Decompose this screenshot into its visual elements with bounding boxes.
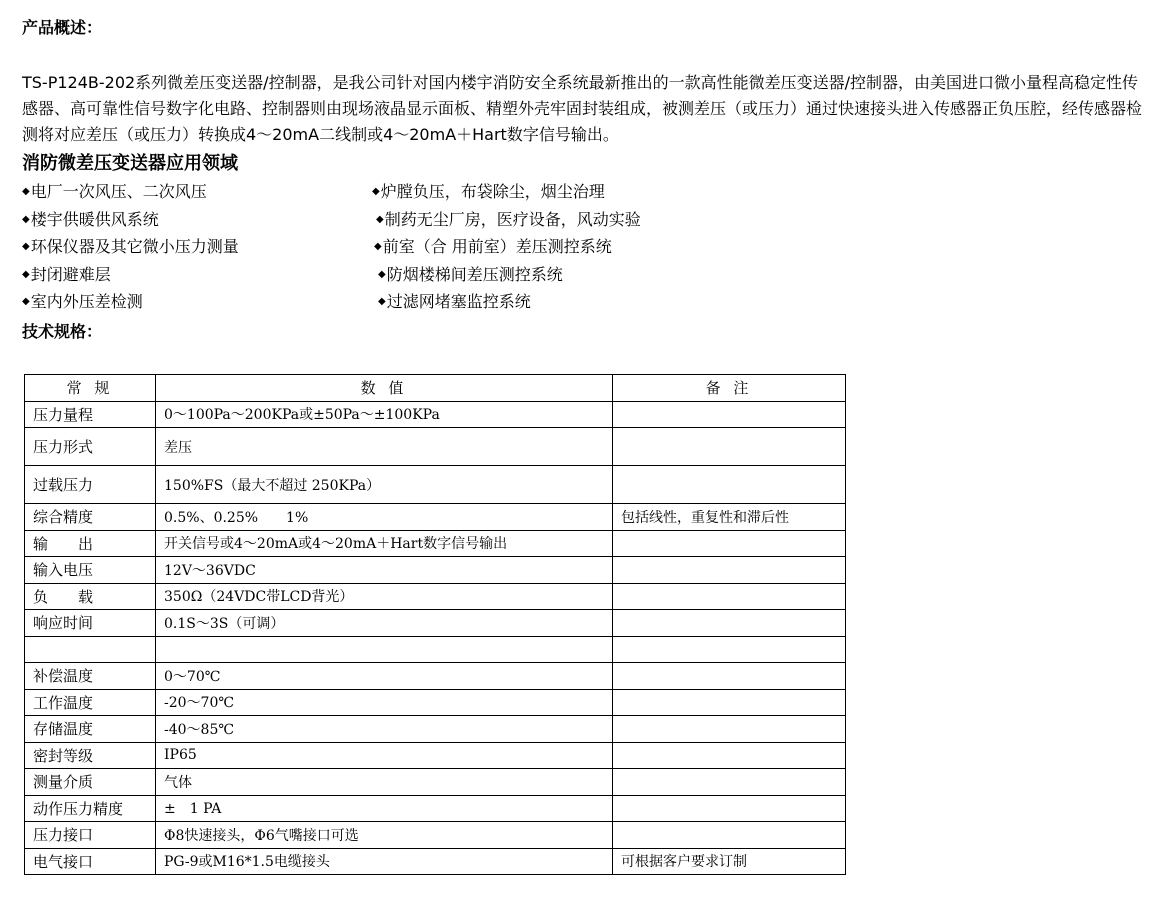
application-right: 制药无尘厂房，医疗设备，风动实验 bbox=[384, 209, 641, 229]
spec-value-cell: 差压 bbox=[156, 428, 613, 466]
list-item bbox=[22, 263, 742, 291]
diamond-bullet-icon: ◆ bbox=[374, 241, 382, 252]
table-row bbox=[25, 401, 846, 428]
diamond-bullet-icon: ◆ bbox=[372, 186, 380, 197]
application-left: 楼宇供暖供风系统 bbox=[30, 209, 159, 229]
spec-label-cell: 密封等级 bbox=[25, 742, 156, 769]
diamond-bullet-icon: ◆ bbox=[376, 213, 384, 225]
spec-note-cell bbox=[613, 769, 846, 796]
spec-label-cell: 过载压力 bbox=[25, 466, 156, 504]
spec-value-cell: 0～70℃ bbox=[156, 663, 613, 690]
table-row bbox=[25, 504, 846, 531]
table-row bbox=[25, 557, 846, 584]
specs-heading: 技术规格： bbox=[22, 322, 103, 341]
spec-note-cell: 可根据客户要求订制 bbox=[613, 848, 846, 875]
table-row bbox=[25, 466, 846, 504]
spec-value-cell: ± 1 PA bbox=[156, 795, 613, 822]
spec-label-cell: 输入电压 bbox=[25, 557, 156, 584]
spec-label-cell: 动作压力精度 bbox=[25, 795, 156, 822]
spec-value-cell: -20～70℃ bbox=[156, 689, 613, 716]
diamond-bullet-icon: ◆ bbox=[22, 296, 30, 307]
application-left: 室内外压差检测 bbox=[30, 292, 143, 311]
table-header-row bbox=[25, 375, 846, 402]
spec-label-cell: 输 出 bbox=[25, 530, 156, 557]
table-row bbox=[25, 716, 846, 743]
application-right: 过滤网堵塞监控系统 bbox=[386, 292, 531, 311]
application-left: 封闭避难层 bbox=[30, 264, 111, 284]
spec-label-cell: 压力量程 bbox=[25, 401, 156, 428]
spec-note-cell bbox=[613, 428, 846, 466]
spec-label-cell: 响应时间 bbox=[25, 610, 156, 637]
list-item bbox=[22, 235, 742, 263]
spec-label-cell: 测量介质 bbox=[25, 769, 156, 796]
spec-note-cell bbox=[613, 742, 846, 769]
application-right: 防烟楼梯间差压测控系统 bbox=[386, 264, 563, 284]
spec-value-cell: Φ8快速接头，Φ6气嘴接口可选 bbox=[156, 822, 613, 849]
spec-label-cell: 综合精度 bbox=[25, 504, 156, 531]
spec-note-cell bbox=[613, 610, 846, 637]
spec-label-cell: 电气接口 bbox=[25, 848, 156, 875]
table-row bbox=[25, 848, 846, 875]
spec-label-cell: 存储温度 bbox=[25, 716, 156, 743]
spec-note-cell bbox=[613, 663, 846, 690]
spec-note-cell bbox=[613, 795, 846, 822]
column-header: 常 规 bbox=[25, 375, 156, 402]
spec-note-cell bbox=[613, 636, 846, 663]
table-row bbox=[25, 663, 846, 690]
column-header: 备 注 bbox=[613, 375, 846, 402]
spec-note-cell bbox=[613, 466, 846, 504]
table-row bbox=[25, 610, 846, 637]
diamond-bullet-icon: ◆ bbox=[378, 268, 386, 280]
spec-value-cell: PG-9或M16*1.5电缆接头 bbox=[156, 848, 613, 875]
application-right: 前室（合 用前室）差压测控系统 bbox=[382, 237, 612, 256]
spec-table-body bbox=[25, 401, 846, 875]
spec-note-cell bbox=[613, 401, 846, 428]
spec-value-cell: 气体 bbox=[156, 769, 613, 796]
spec-note-cell bbox=[613, 583, 846, 610]
list-item bbox=[22, 208, 742, 236]
table-row bbox=[25, 769, 846, 796]
diamond-bullet-icon: ◆ bbox=[378, 296, 386, 307]
overview-heading: 产品概述： bbox=[22, 18, 103, 37]
table-row bbox=[25, 530, 846, 557]
applications-heading: 消防微差压变送器应用领域 bbox=[22, 153, 238, 174]
table-row bbox=[25, 428, 846, 466]
diamond-bullet-icon: ◆ bbox=[22, 241, 30, 252]
table-row bbox=[25, 822, 846, 849]
spec-note-cell bbox=[613, 689, 846, 716]
spec-note-cell bbox=[613, 530, 846, 557]
spec-value-cell: 0.1S～3S（可调） bbox=[156, 610, 613, 637]
table-row bbox=[25, 795, 846, 822]
table-row bbox=[25, 742, 846, 769]
spec-value-cell: 350Ω（24VDC带LCD背光） bbox=[156, 583, 613, 610]
spec-label-cell: 补偿温度 bbox=[25, 663, 156, 690]
spec-value-cell: 开关信号或4～20mA或4～20mA＋Hart数字信号输出 bbox=[156, 530, 613, 557]
spec-label-cell: 压力接口 bbox=[25, 822, 156, 849]
spec-value-cell: IP65 bbox=[156, 742, 613, 769]
spec-label-cell: 负 载 bbox=[25, 583, 156, 610]
spec-note-cell bbox=[613, 822, 846, 849]
table-row bbox=[25, 583, 846, 610]
spec-note-cell bbox=[613, 557, 846, 584]
spec-note-cell bbox=[613, 716, 846, 743]
diamond-bullet-icon: ◆ bbox=[22, 268, 30, 280]
spec-value-cell bbox=[156, 636, 613, 663]
application-right: 炉膛负压，布袋除尘，烟尘治理 bbox=[380, 182, 605, 201]
spec-note-cell: 包括线性，重复性和滞后性 bbox=[613, 504, 846, 531]
spec-value-cell: 150%FS（最大不超过 250KPa） bbox=[156, 466, 613, 504]
spec-label-cell: 工作温度 bbox=[25, 689, 156, 716]
spec-value-cell: 0～100Pa～200KPa或±50Pa～±100KPa bbox=[156, 401, 613, 428]
spec-label-cell bbox=[25, 636, 156, 663]
list-item bbox=[22, 180, 742, 208]
spec-value-cell: -40～85℃ bbox=[156, 716, 613, 743]
overview-paragraph: TS-P124B-202系列微差压变送器/控制器，是我公司针对国内楼宇消防安全系统最新推出的一款高性能微差压变送器/控制器，由美国进口微小量程高稳定性传感器、高可靠性信号数字化电路、控制器则由现场液晶显示面板、精塑外壳牢固封装组成，被测差压（或压力）通过快速接头进入传感器正负压腔，经传感器检测将对应差压（或压力）转换成4～20mA二线制或4～20mA＋Hart数字信号输出。 bbox=[22, 73, 1143, 144]
diamond-bullet-icon: ◆ bbox=[22, 213, 30, 225]
table-row bbox=[25, 689, 846, 716]
column-header: 数 值 bbox=[156, 375, 613, 402]
table-row bbox=[25, 636, 846, 663]
spec-table bbox=[24, 374, 846, 875]
spec-label-cell: 压力形式 bbox=[25, 428, 156, 466]
applications-list bbox=[22, 180, 742, 318]
spec-value-cell: 12V～36VDC bbox=[156, 557, 613, 584]
spec-value-cell: 0.5%、0.25% 1% bbox=[156, 504, 613, 531]
application-left: 环保仪器及其它微小压力测量 bbox=[30, 237, 239, 256]
application-left: 电厂一次风压、二次风压 bbox=[30, 182, 207, 201]
list-item bbox=[22, 290, 742, 318]
diamond-bullet-icon: ◆ bbox=[22, 186, 30, 197]
